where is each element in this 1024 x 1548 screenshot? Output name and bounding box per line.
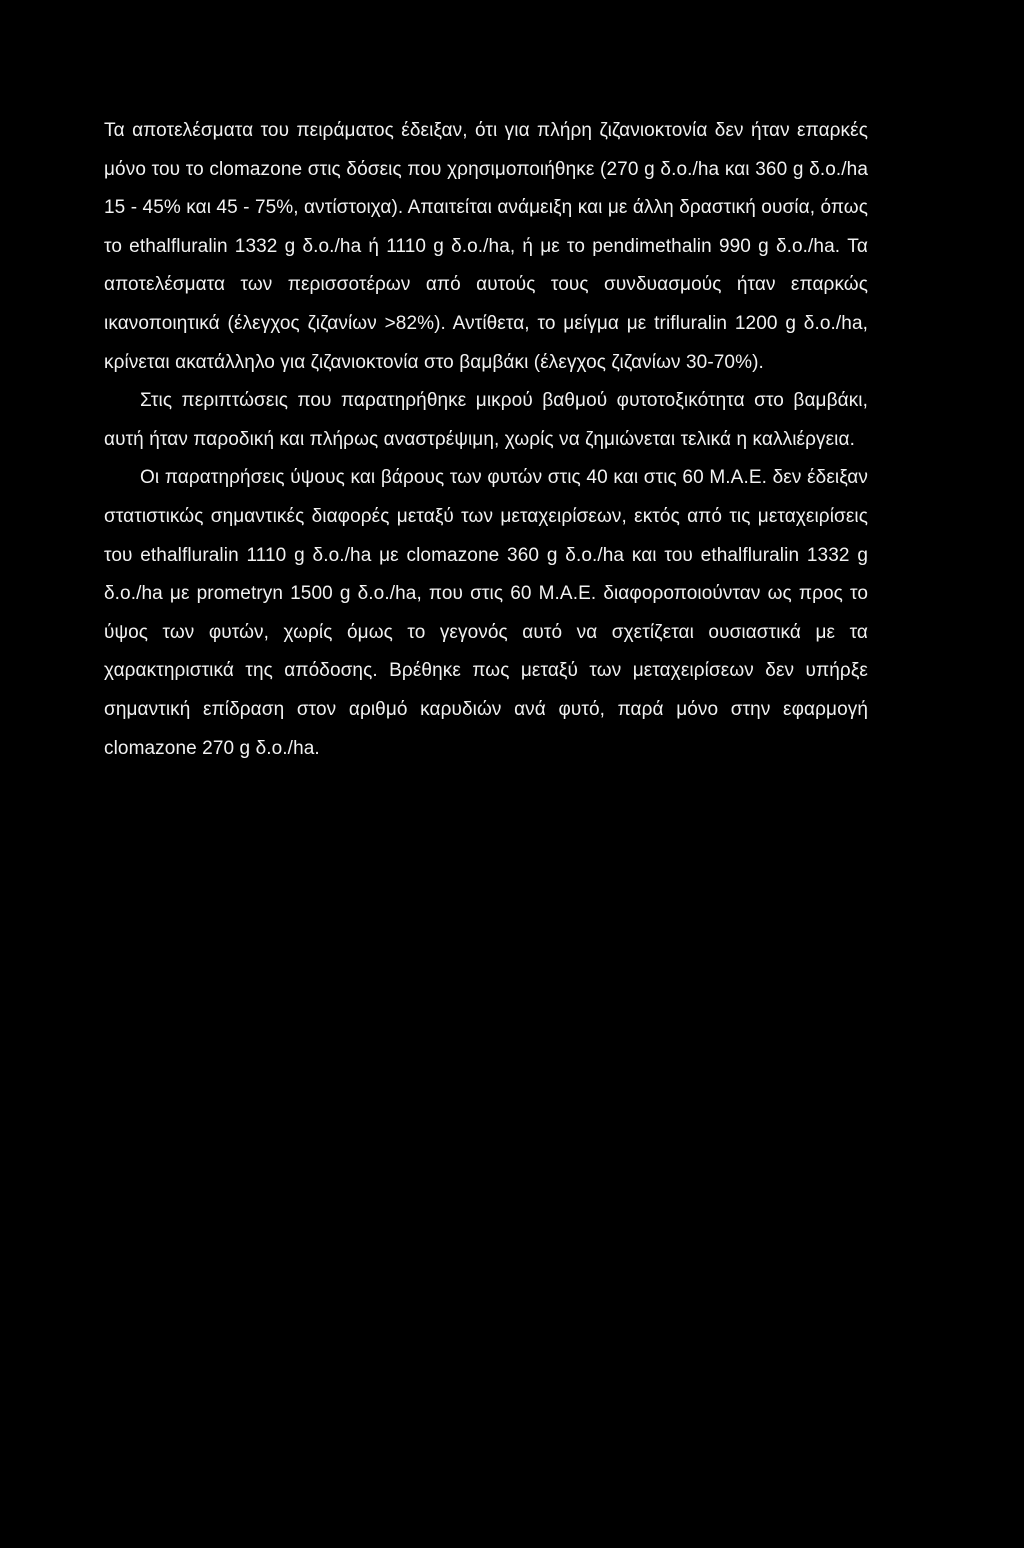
paragraph-results: Τα αποτελέσματα του πειράματος έδειξαν, ότι για πλήρη ζιζανιοκτονία δεν ήταν επαρκές μόνο του το clomazone στις δόσεις που χρησιμοποιήθηκε (270 g δ.ο./ha και 360 g δ.ο./ha 15 - 45% και 45 - 75%, αντίστοιχα). Απαιτείται ανάμειξη και με άλλη δραστική ουσία, όπως το ethalfluralin 1332 g δ.ο./ha ή 1110 g δ.ο./ha, ή με το pendimethalin 990 g δ.ο./ha. Τα αποτελέσματα των περισσοτέρων από αυτούς τους συνδυασμούς ήταν επαρκώς ικανοποιητικά (έλεγχος ζιζανίων >82%). Αντίθετα, το μείγμα με trifluralin 1200 g δ.ο./ha, κρίνεται ακατάλληλο για ζιζανιοκτονία στο βαμβάκι (έλεγχος ζιζανίων 30-70%).	[104, 120, 868, 373]
body-text	[104, 112, 868, 768]
paragraph-phytotoxicity: Στις περιπτώσεις που παρατηρήθηκε μικρού βαθμού φυτοτοξικότητα στο βαμβάκι, αυτή ήταν παροδική και πλήρως αναστρέψιμη, χωρίς να ζημιώνεται τελικά η καλλιέργεια.	[104, 390, 868, 450]
paragraph-observations: Οι παρατηρήσεις ύψους και βάρους των φυτών στις 40 και στις 60 Μ.Α.Ε. δεν έδειξαν στατιστικώς σημαντικές διαφορές μεταξύ των μεταχειρίσεων, εκτός από τις μεταχειρίσεις του ethalfluralin 1110 g δ.ο./ha με clomazone 360 g δ.ο./ha και του ethalfluralin 1332 g δ.ο./ha με prometryn 1500 g δ.ο./ha, που στις 60 Μ.Α.Ε. διαφοροποιούνταν ως προς το ύψος των φυτών, χωρίς όμως το γεγονός αυτό να σχετίζεται ουσιαστικά με τα χαρακτηριστικά της απόδοσης. Βρέθηκε πως μεταξύ των μεταχειρίσεων δεν υπήρξε σημαντική επίδραση στον αριθμό καρυδιών ανά φυτό, παρά μόνο στην εφαρμογή clomazone 270 g δ.ο./ha.	[104, 467, 868, 759]
